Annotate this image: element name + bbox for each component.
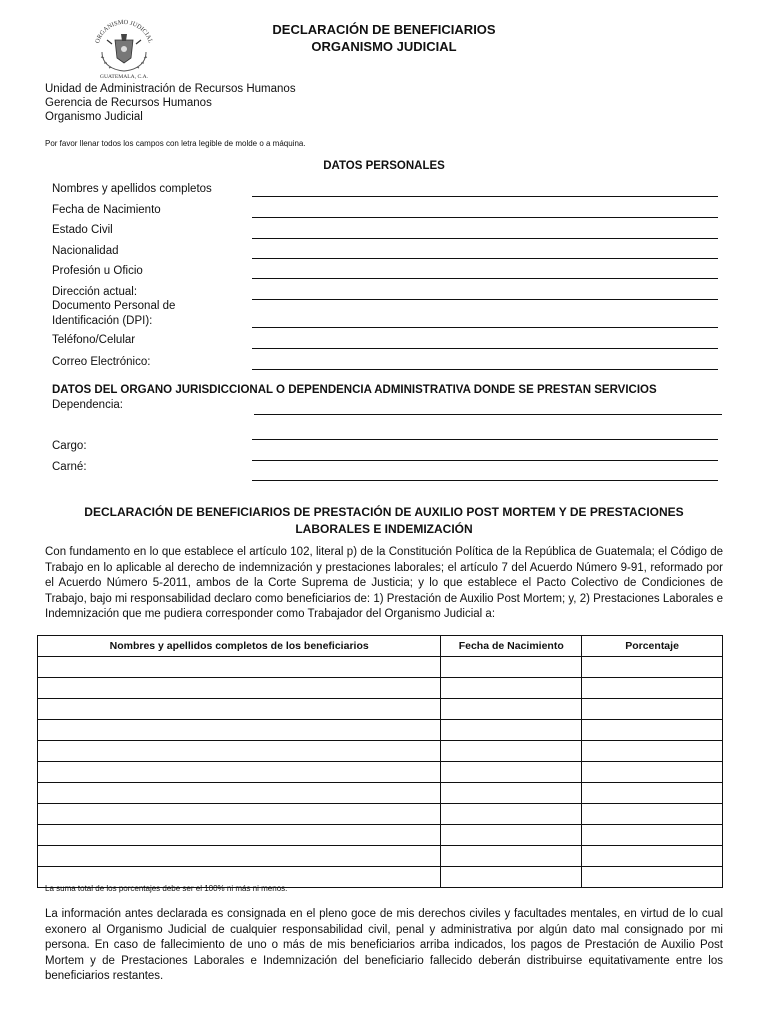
beneficiary-name-cell[interactable] (38, 783, 441, 804)
label-dpi-2: Identificación (DPI): (52, 315, 153, 327)
beneficiary-birth-date-cell[interactable] (441, 741, 582, 762)
beneficiary-birth-date-cell[interactable] (441, 720, 582, 741)
declaration-title (45, 504, 723, 538)
beneficiary-name-cell[interactable] (38, 699, 441, 720)
beneficiary-birth-date-cell[interactable] (441, 657, 582, 678)
organ-data-heading: DATOS DEL ORGANO JURISDICCIONAL O DEPENDENCIA ADMINISTRATIVA DONDE SE PRESTAN SERVICIOS (52, 384, 657, 396)
table-row (38, 720, 723, 741)
beneficiary-percentage-cell[interactable] (582, 804, 723, 825)
beneficiary-birth-date-cell[interactable] (441, 867, 582, 888)
beneficiary-percentage-cell[interactable] (582, 741, 723, 762)
beneficiary-name-cell[interactable] (38, 657, 441, 678)
beneficiary-name-cell[interactable] (38, 846, 441, 867)
organismo-judicial-seal-logo (88, 14, 160, 80)
label-nationality: Nacionalidad (52, 245, 119, 257)
birth-date-field[interactable] (252, 217, 718, 218)
beneficiary-name-cell[interactable] (38, 804, 441, 825)
card-field[interactable] (252, 480, 718, 481)
table-row (38, 783, 723, 804)
personal-data-heading: DATOS PERSONALES (323, 160, 445, 172)
beneficiary-name-cell[interactable] (38, 720, 441, 741)
beneficiary-name-cell[interactable] (38, 678, 441, 699)
table-row (38, 699, 723, 720)
closing-paragraph: La información antes declarada es consignada en el pleno goce de mis derechos civiles y facultades mentales, en virtud de lo cual exonero al Organismo Judicial de cualquier responsabilidad civil, penal y administrativa por algún dato mal consignado por mi persona. En caso de fallecimiento de uno o más de mis beneficiarios arriba indicados, los pagos de Prestación de Auxilio Post Mortem y de Prestaciones Laborales e Indemnización del beneficiario fallecido deberán distribuirse equitativamente entre los beneficiarios restantes. (45, 908, 723, 982)
beneficiary-birth-date-cell[interactable] (441, 825, 582, 846)
form-title: DECLARACIÓN DE BENEFICIARIOS (272, 22, 496, 37)
table-header-row (38, 636, 723, 657)
nationality-field[interactable] (252, 258, 718, 259)
declaration-body: Con fundamento en lo que establece el artículo 102, literal p) de la Constitución Política de la República de Guatemala; el Código de Trabajo en lo aplicable al derecho de indemnización y prestaciones laborales; el artículo 7 del Acuerdo Número 9-91, reformado por el Acuerdo Número 5-2011, ambos de la Corte Suprema de Justicia; y lo que establece el Pacto Colectivo de Condiciones de Trabajo, bajo mi responsabilidad declaro como beneficiarios de: 1) Prestación de Auxilio Post Mortem; y, 2) Prestaciones Laborales e Indemnización que me pudiera corresponder como Trabajador del Organismo Judicial a: (45, 546, 723, 620)
recipient-line-3: Organismo Judicial (45, 111, 143, 123)
header-names: Nombres y apellidos completos de los beneficiarios (38, 636, 441, 657)
email-field[interactable] (252, 369, 718, 370)
table-row (38, 741, 723, 762)
label-email: Correo Electrónico: (52, 356, 151, 368)
full-name-field[interactable] (252, 196, 718, 197)
label-civil-status: Estado Civil (52, 224, 113, 236)
civil-status-field[interactable] (252, 238, 718, 239)
label-card: Carné: (52, 461, 87, 473)
table-row (38, 762, 723, 783)
table-row (38, 657, 723, 678)
table-row (38, 804, 723, 825)
seal-text-bottom: GUATEMALA, C.A. (99, 74, 149, 80)
seal-text-top: ORGANISMO JUDICIAL (93, 18, 155, 45)
label-profession: Profesión u Oficio (52, 265, 143, 277)
declaration-title-line-1: DECLARACIÓN DE BENEFICIARIOS DE PRESTACIÓN DE AUXILIO POST MORTEM Y DE PRESTACIONES (84, 505, 684, 519)
recipient-line-1: Unidad de Administración de Recursos Humanos (45, 83, 296, 95)
label-dpi-1: Documento Personal de (52, 300, 176, 312)
label-dependency: Dependencia: (52, 399, 123, 411)
form-subtitle: ORGANISMO JUDICIAL (311, 39, 457, 54)
dpi-field[interactable] (252, 327, 718, 328)
header-percentage: Porcentaje (582, 636, 723, 657)
label-address: Dirección actual: (52, 286, 138, 298)
beneficiary-percentage-cell[interactable] (582, 699, 723, 720)
beneficiary-birth-date-cell[interactable] (441, 678, 582, 699)
dependency-field[interactable] (254, 414, 722, 415)
recipient-line-2: Gerencia de Recursos Humanos (45, 97, 212, 109)
percentage-note: La suma total de los porcentajes debe ser el 100% ni más ni menos. (45, 884, 288, 893)
dependency-field-line-2[interactable] (252, 439, 718, 440)
beneficiary-percentage-cell[interactable] (582, 846, 723, 867)
beneficiary-percentage-cell[interactable] (582, 720, 723, 741)
beneficiary-birth-date-cell[interactable] (441, 846, 582, 867)
table-row (38, 678, 723, 699)
instructions: Por favor llenar todos los campos con letra legible de molde o a máquina. (45, 139, 306, 148)
beneficiary-birth-date-cell[interactable] (441, 699, 582, 720)
beneficiary-birth-date-cell[interactable] (441, 762, 582, 783)
beneficiary-percentage-cell[interactable] (582, 762, 723, 783)
label-position: Cargo: (52, 440, 87, 452)
beneficiary-name-cell[interactable] (38, 762, 441, 783)
address-field[interactable] (252, 299, 718, 300)
beneficiary-birth-date-cell[interactable] (441, 804, 582, 825)
beneficiaries-table (37, 635, 723, 888)
beneficiary-name-cell[interactable] (38, 825, 441, 846)
beneficiary-percentage-cell[interactable] (582, 657, 723, 678)
beneficiary-birth-date-cell[interactable] (441, 783, 582, 804)
position-field[interactable] (252, 460, 718, 461)
beneficiary-percentage-cell[interactable] (582, 825, 723, 846)
label-full-name: Nombres y apellidos completos (52, 183, 212, 195)
beneficiary-name-cell[interactable] (38, 741, 441, 762)
emblem-icon (107, 34, 141, 63)
table-row (38, 825, 723, 846)
profession-field[interactable] (252, 278, 718, 279)
beneficiary-percentage-cell[interactable] (582, 867, 723, 888)
declaration-title-line-2: LABORALES E INDEMIZACIÓN (295, 522, 473, 536)
table-row (38, 846, 723, 867)
beneficiary-percentage-cell[interactable] (582, 783, 723, 804)
label-phone: Teléfono/Celular (52, 334, 136, 346)
header-birth-date: Fecha de Nacimiento (441, 636, 582, 657)
label-birth-date: Fecha de Nacimiento (52, 204, 161, 216)
phone-field[interactable] (252, 348, 718, 349)
beneficiary-percentage-cell[interactable] (582, 678, 723, 699)
